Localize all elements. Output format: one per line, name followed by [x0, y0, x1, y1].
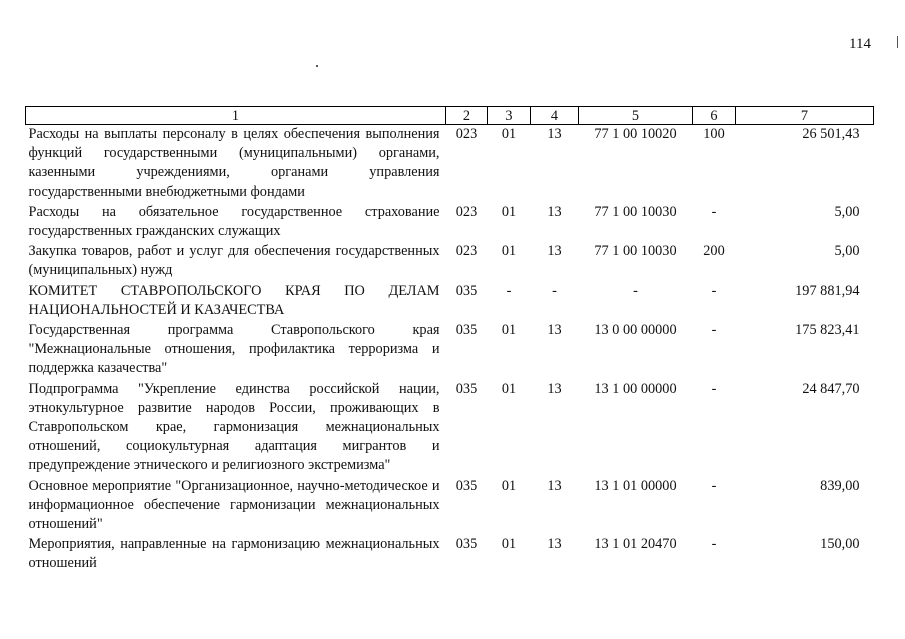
- row-description: Основное мероприятие "Организационное, научно-методическое и информационное обеспечение гармонизации межнациональных отношений": [28, 477, 440, 533]
- row-description: КОМИТЕТ СТАВРОПОЛЬСКОГО КРАЯ ПО ДЕЛАМ НАЦИОНАЛЬНОСТЕЙ И КАЗАЧЕСТВА: [28, 282, 440, 318]
- row-description: Подпрограмма "Укрепление единства российской нации, этнокультурное развитие народов России, проживающих в Ставропольском крае, гармонизация межнациональных отношений, социокультурная адаптация мигрантов и предупреждение этнического и религиозного экстремизма": [28, 380, 440, 474]
- row-col-7: 175 823,41: [795, 322, 860, 339]
- table-row: [26, 242, 874, 281]
- row-description: Государственная программа Ставропольского края "Межнациональные отношения, профилактика терроризма и поддержка казачества": [28, 322, 440, 377]
- row-col-5: -: [633, 282, 638, 299]
- row-col-3: 01: [501, 243, 517, 260]
- scan-speck: [316, 65, 318, 67]
- row-col-2: 035: [455, 322, 478, 339]
- row-col-2: 035: [455, 477, 478, 494]
- row-col-3: 01: [501, 380, 517, 397]
- row-description: Расходы на обязательное государственное страхование государственных гражданских служащих: [28, 203, 440, 240]
- row-col-2: 035: [455, 282, 478, 299]
- row-col-7: 5,00: [834, 243, 860, 260]
- row-col-6: 100: [703, 126, 725, 142]
- header-col-2: 2: [446, 107, 488, 125]
- row-col-5: 13 1 01 20470: [594, 536, 677, 553]
- table-row: [26, 380, 874, 477]
- row-col-7: 26 501,43: [802, 126, 860, 142]
- budget-table: [25, 106, 874, 575]
- row-col-4: 13: [547, 380, 562, 397]
- row-col-2: 023: [455, 203, 478, 220]
- row-col-4: 13: [547, 477, 562, 494]
- row-col-3: 01: [501, 126, 517, 142]
- row-description: Расходы на выплаты персоналу в целях обеспечения выполнения функций государственными (муниципальными) органами, казенными учреждениями, органами управления государственными внебюджетными фондами: [28, 126, 440, 200]
- row-col-3: 01: [501, 536, 517, 553]
- row-col-2: 023: [455, 126, 478, 142]
- row-col-7: 839,00: [820, 477, 860, 494]
- row-col-5: 13 0 00 00000: [594, 322, 677, 339]
- row-col-4: 13: [547, 203, 562, 220]
- header-col-7: 7: [736, 107, 874, 125]
- row-col-2: 023: [455, 243, 478, 260]
- row-col-3: 01: [501, 203, 517, 220]
- header-col-5: 5: [579, 107, 693, 125]
- row-col-5: 13 1 01 00000: [594, 477, 677, 494]
- row-col-6: -: [711, 477, 717, 494]
- row-col-2: 035: [455, 536, 478, 553]
- header-col-4: 4: [531, 107, 579, 125]
- row-col-5: 77 1 00 10020: [594, 126, 677, 142]
- row-col-4: 13: [547, 536, 562, 553]
- row-description: Мероприятия, направленные на гармонизацию межнациональных отношений: [28, 536, 440, 572]
- row-col-3: -: [506, 282, 512, 299]
- header-col-3: 3: [488, 107, 531, 125]
- row-col-5: 13 1 00 00000: [594, 380, 677, 397]
- table-row: [26, 203, 874, 242]
- table-row: [26, 535, 874, 574]
- row-col-5: 77 1 00 10030: [594, 203, 677, 220]
- row-col-6: 200: [703, 243, 725, 260]
- row-col-6: -: [711, 380, 717, 397]
- table-row: [26, 321, 874, 380]
- table-row: [26, 477, 874, 536]
- row-col-6: -: [711, 282, 717, 299]
- row-col-7: 150,00: [820, 536, 860, 553]
- row-col-7: 24 847,70: [802, 380, 860, 397]
- table-row: [26, 282, 874, 321]
- row-col-3: 01: [501, 322, 517, 339]
- table-header-row: [26, 107, 874, 125]
- row-col-4: 13: [547, 243, 562, 260]
- row-col-2: 035: [455, 380, 478, 397]
- row-col-7: 5,00: [834, 203, 860, 220]
- row-col-5: 77 1 00 10030: [594, 243, 677, 260]
- row-col-6: -: [711, 203, 717, 220]
- scan-edge-mark: [897, 36, 898, 48]
- row-col-6: -: [711, 322, 717, 339]
- header-col-6: 6: [693, 107, 736, 125]
- row-col-4: 13: [547, 126, 562, 142]
- row-col-7: 197 881,94: [795, 282, 860, 299]
- table-row: [26, 125, 874, 203]
- page-number: 114: [849, 36, 871, 52]
- row-col-6: -: [711, 536, 717, 553]
- row-col-4: -: [552, 282, 557, 299]
- row-col-4: 13: [547, 322, 562, 339]
- header-col-1: 1: [26, 107, 446, 125]
- row-col-3: 01: [501, 477, 517, 494]
- row-description: Закупка товаров, работ и услуг для обеспечения государственных (муниципальных) нужд: [28, 243, 440, 279]
